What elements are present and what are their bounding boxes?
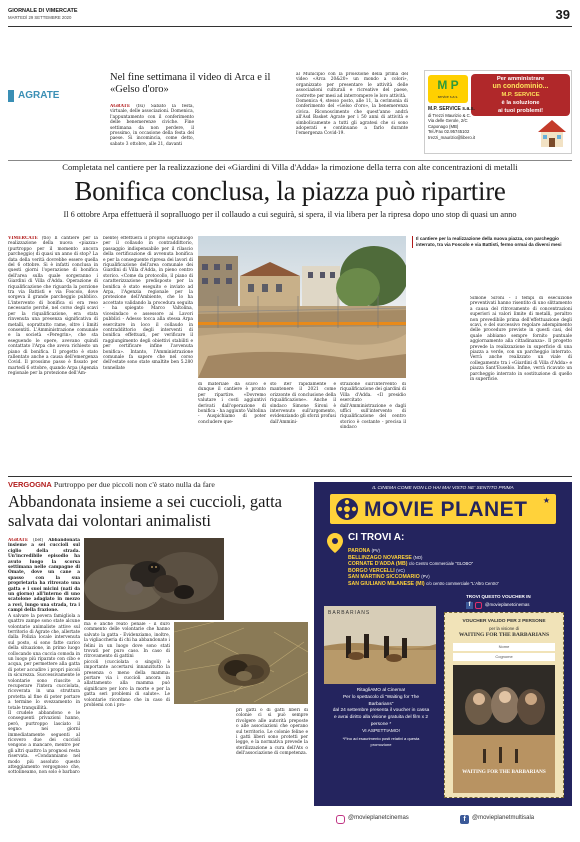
cats-col3: pri gatti o di gatti liberi di colonie ci si può sempre rivolgere alle autorità preposte o alle associazioni che operano sul territorio. Le colonie feline e i gatti liberi sono protetti per legge, e la normativa prevede la sterilizzazione a cura dell'Ats o dell'associazione di competenza.	[236, 708, 308, 757]
brief-col1: AGRATE (fsi) Sabato la festa, virtuale, delle associazioni. Domenica, l'appuntamento con il conferimento delle benemerenze civiche. Fine settimana da non perdere, il prossimo, in occasione della festa del paese. Si incomincia, come detto, sabato 3 ottobre, alle 21, davanti	[110, 104, 194, 147]
instagram-footer-icon	[336, 815, 345, 824]
cats-kicker-line	[8, 480, 308, 490]
voucher-sub: per la visione di	[489, 626, 519, 631]
cinema-brand: MOVIE PLANET	[364, 498, 528, 521]
paper-name: GIORNALE DI VIMERCATE	[8, 8, 78, 14]
location-item[interactable]: PARONA (PV)	[348, 548, 380, 554]
social-handle-2[interactable]: @movieplanetmultisala	[472, 815, 535, 821]
voucher-field-cognome[interactable]: Cognome	[453, 653, 555, 661]
cinema-brand-box	[330, 494, 556, 524]
brief-col2	[200, 104, 284, 152]
mp-slogan: Per amministrare un condominio... M.P. SERVICE è la soluzione ai tuoi problemi!	[471, 74, 570, 116]
film-still-title: BARBARIANS	[328, 610, 371, 616]
mp-logo-letters: M P	[437, 78, 459, 92]
poster-title: WAITING FOR THE BARBARIANS	[462, 769, 546, 775]
offer-text: RitagliAMO al Cinema! Per lo spettacolo di "Waiting for The Barbarians" dal 24 settembre presenta il voucher in cassa e avrai diritto alla visione gratuita del film x 2 persone * VI ASPETTIAMO! *Fino ad esaurimento posti relativi a questa promozione	[332, 688, 430, 748]
photo-caption: Il cantiere per la realizzazione della nuova piazza, con parcheggio interrato, tra via Foscolo e via Battisti, fermo ormai da diversi mesi	[412, 236, 572, 248]
main-deck: Il 6 ottobre Arpa effettuerà il sopralluogo per il collaudo a cui seguirà, si spera, il via libera per la ripresa dopo uno stop di quasi un anno	[63, 210, 517, 219]
location-item[interactable]: BELLINZAGO NOVARESE (NO)	[348, 554, 423, 561]
facebook-icon: f	[466, 602, 473, 609]
location-item[interactable]: SAN GIULIANO MILANESE (MI) c/o centro commerciale "L'Altro Centro"	[348, 580, 500, 587]
cinema-film-reel-icon	[334, 496, 360, 522]
cats-headline: Abbandonata insieme a sei cuccioli, gatta salvata dai volontari animalisti	[8, 492, 282, 530]
brief-title: Nel fine settimana il video di Arca e il «Gelso d'oro»	[110, 72, 271, 95]
cinema-voucher-head: TROVI QUESTO VOUCHER IN	[466, 594, 531, 599]
main-headline: Bonifica conclusa, la piazza può ripartire	[74, 176, 506, 206]
cats-kicker: VERGOGNA	[8, 480, 52, 489]
cat-photo-2	[174, 622, 308, 704]
film-poster	[453, 665, 555, 793]
main-col1: VIMERCATE (tlo) Il cantiere per la realizzazione della nuova «piazza» (purtroppo per il momento ancora parcheggio) di quasi un anno di stop? La data della verità dovrebbe essere quella del 6 ottobre. Si è infatti conclusa in questi giorni l'operazione di bonifica dell'area sulla quale sorgeranno i Giardini di Villa d'Adda. Operazione di riqualificazione che riguarda la porzione tra via Battisti e via Foscolo, dove sorgeva il grande parcheggio pubblico. L'intervento di bonifica si era reso necessario perché, nel corso degli scavi per la riqualificazione, era stata rinvenuta una presenza significativa di metalli, soprattutto rame, oltre i limiti consentiti. L'Amministrazione comunale e la società «Peregrin», che sta eseguendo le opere, avevano quindi contattato l'Arpa che aveva richiesto un piano di bonifica. Il progetto è stato rallentato anche a causa dell'emergenza Covid. Il prossimo passo è fissato per martedì 6 ottobre, quando Arpa (Agenzia regionale per la protezione dell'Am-	[8, 236, 98, 377]
location-item[interactable]: BORGO VERCELLI (VC)	[348, 567, 405, 574]
cinema-ad[interactable]	[314, 482, 572, 834]
mp-contacts: M.P. SERVICE s.a.s. di Trezzi Maurizio & C. Via delle Gerole, 2/C Caponago (MB) Tel./Fax 02.95745102 trezzi_maurizio@libero.it	[428, 106, 476, 140]
cats-col2: ma è anche reato penale - il duro commento delle volontarie che hanno salvato la gatta - Evidenziamo, inoltre, la vigliaccheria di chi ha abbandonato i felini in un luogo dove sono stati trovati per puro caso. In caso di ritrovamento di gattini piccoli (cucciolata o singoli) è importante accertarsi innanzitutto la presenza o meno della mamma: portare via i cuccioli ancora in allattamento alla mamma può significare per loro la morte e per la gatta seri problemi di salute». Le volontarie ricordano che in caso di problemi con i pro-	[84, 622, 170, 709]
fb-handle[interactable]: @movieplanetcinemas	[485, 602, 530, 607]
ad-mp-service[interactable]	[424, 70, 572, 154]
social-footer	[314, 806, 572, 834]
page-number: 39	[555, 7, 570, 22]
masthead	[8, 6, 572, 28]
brief-col3: al Municipio con la proiezione della prima del video «Arca 20&20» un mondo a colori», organizzato per presentare le attività delle associazioni culturali e ricreative del paese, costrette per mesi ad interrompere le loro attività. Domenica 4, stesso posto, alle 11, la cerimonia di conferimento del «Gelso d'oro», la benemerenza civica. Riconoscimento che quest'anno andrà all'Asd Basket Agrate per i 50 anni di attività e simbolicamente a tutti gli agratesi che si sono adoperati e continuano a farlo durante l'emergenza Covid-19.	[296, 72, 408, 137]
cinema-map-pin-icon	[326, 532, 344, 554]
issue-date: MARTEDÌ 29 SETTEMBRE 2020	[8, 15, 72, 20]
main-subhead: Completata nel cantiere per la realizzazione dei «Giardini di Villa d'Adda» la rimozione della terra con alte concentrazioni di metalli	[62, 162, 518, 172]
social-handle-1[interactable]: @movieplanetcinemas	[348, 815, 409, 821]
voucher[interactable]	[444, 612, 564, 798]
voucher-film: WAITING FOR THE BARBARIANS	[458, 632, 550, 638]
section-tag: AGRATE	[8, 90, 53, 102]
construction-photo	[198, 236, 406, 378]
location-item[interactable]: SAN MARTINO SICCOMARIO (PV)	[348, 574, 430, 581]
cinema-ci-trovi: CI TROVI A:	[348, 532, 405, 543]
voucher-field-nome[interactable]: Nome	[453, 643, 555, 651]
facebook-footer-icon: f	[460, 815, 469, 824]
main-col6: Simone Sironi - I tempi di esecuzione preventivati hanno risentito di uno slittamento a causa del ritrovamento di concentrazioni superiori ai valori limite di metalli, peraltro non prevedibile prima dell'effettuazione degli scavi, e del successivo regolare adempimento delle procedure previste in questi casi, del quale abbiamo sempre fornito puntuale aggiornamento alla cittadinanza». Il progetto prevede la realizzazione in superficie di una piazza a verde, con un parcheggio interrato. Verrà anche realizzato un viale di collegamento tra i «Giardini di Villa d'Adda» e piazza Sant'Eusebio. Infine, verrà ricavato un parcheggio interrato in sostituzione di quello in superficie.	[470, 296, 572, 383]
main-col4: sto iter rapidamente e mantenere il 2021 come orizzonte di conclusione della riqualificazione». Anche il sindaco Simone Sironi è intervenuto sull'argomento, evidenziando gli sforzi profusi dall'Ammini-	[270, 382, 336, 425]
cinema-brand-star: ★	[542, 496, 550, 505]
main-col2: biente) effettuerà il proprio sopralluogo per il collaudo in contraddittorio, passaggio indispensabile per il rilascio della certificazione di avvenuta bonifica e per la conseguente ripresa dei lavori di riqualificazione dell'area comunale dei Giardini di Villa d'Adda, in pieno centro storico. «Come da protocollo, il piano di caratterizzazione predisposto per la bonifica è stato eseguito e inviato ad Arpa, l'Agenzia regionale per la protezione dell'Ambiente, che lo ha accettato validando la procedura seguita - ha spiegato Marco Valtolina, vicesindaco e assessore ai Lavori pubblici - Adesso tocca alla stessa Arpa esercitare in loco il collaudo in contraddittorio degli interventi di bonifica effettuati, per verificare il raggiungimento degli obiettivi stabiliti e per certificare infine l'avvenuta bonifica». Intanto, l'Amministrazione comunale fa sapere che nel corso dell'estate sono state smaltite ben 5.280 tonnellate	[103, 236, 193, 371]
mp-logo: M P service s.a.s.	[428, 75, 468, 103]
film-still	[324, 606, 436, 684]
main-col3: di materiale da scavo e dunque il cantiere è pronto per ripartire. «Dovremo valutare i costi aggiuntivi derivati dall'operazione di bonifica - ha aggiunto Valtolina - Auspichiamo di poter concludere que-	[198, 382, 266, 425]
voucher-title: VOUCHER VALIDO PER 2 PERSONE	[462, 619, 546, 624]
instagram-icon	[475, 602, 482, 609]
cinema-locations	[348, 548, 568, 588]
location-item[interactable]: CORNATE D'ADDA (MB) c/o Centro Commerciale "GLOBO"	[348, 561, 474, 568]
cats-col1: AGRATE (bef) Abbandonata insieme a sei cuccioli sul ciglio della strada. Un'incredibile episodio ha avuto luogo la scorsa settimana nelle campagne di Omate, dove un cane a spasso con la sua proprietaria ha ritrovato una gatta e i suoi micini (nati da un giorno) all'interno di uno scatolone adagiato in mezzo a rovi, lungo una strada, tra i campi della frazione. A salvare la povera famigliola a quattro zampe sono state alcune volontarie animaliste attive sul territorio di Agrate che, allertate dalla Polizia locale intervenuta sul posto, si sono fatte carico della situazione, in primo luogo collocando una cuccia comoda in un luogo più riparato con cibo e acqua, per permettere alla gatta di poter accudire i propri piccoli in sicurezza. Successivamente le volontarie sono riuscite a recuperare l'intera cucciolata, ricoverata in una struttura protetta al fine di poter portare a termine lo svezzamento in totale tranquillità. Il crudele abbandono e le conseguenti privazioni hanno, però, purtroppo lasciato il segno: nei giorni immediatamente seguenti al ricovero due dei cuccioli vengono a mancare, mentre per gli altri quattro la prognosi resta riservata. «Condanniamo nel modo più assoluto questo atteggiamento vergognoso che, sottolineamo, non solo è barbaro	[8, 538, 80, 776]
main-col5: strazione sull'intervento di riqualificazione dei giardini di Villa d'Adda. «Il presidio esercitato dall'Amministrazione e dagli uffici sull'intervento di riqualificazione del centro storico è costante - precisa il sindaco	[340, 382, 406, 431]
cinema-top-line: IL CINEMA COME NON LO HAI MAI VISTO NE' SENTITO PRIMA	[372, 486, 514, 491]
cats-subhead: Purtroppo per due piccoli non c'è stato nulla da fare	[53, 480, 215, 489]
cat-photo-1	[84, 538, 224, 620]
mp-house-icon	[535, 117, 569, 149]
